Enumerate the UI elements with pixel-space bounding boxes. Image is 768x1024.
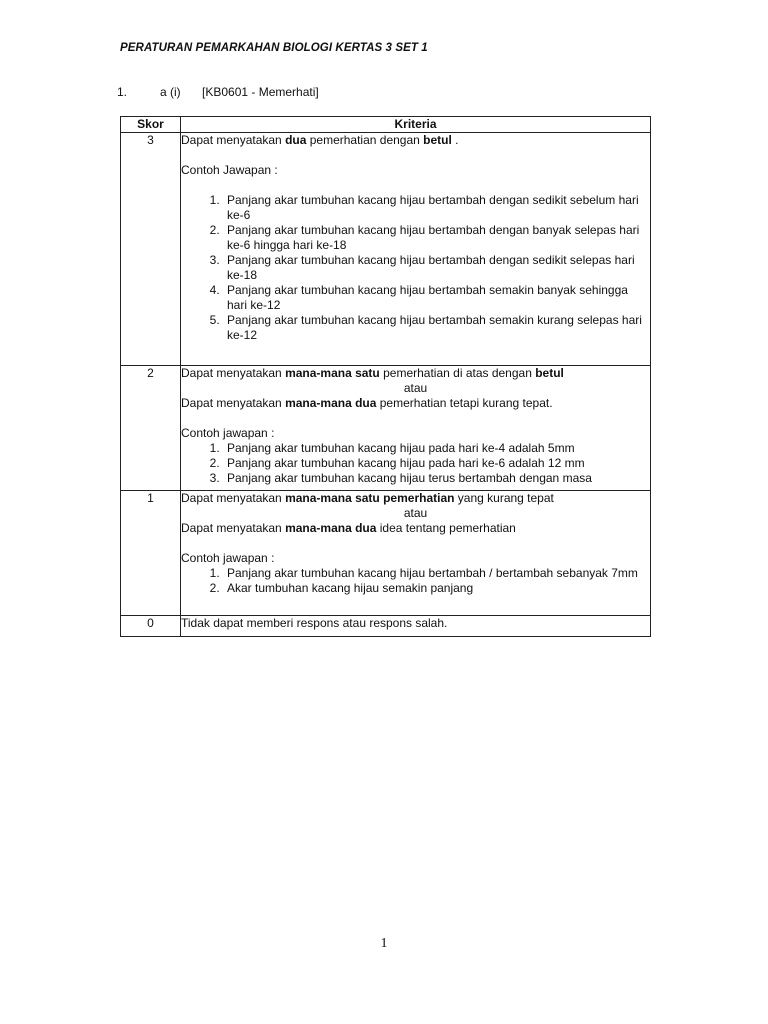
criteria-text: pemerhatian tetapi kurang tepat. xyxy=(376,396,553,410)
criteria-statement xyxy=(181,396,650,411)
example-answers-list xyxy=(181,566,650,596)
question-part: a (i) xyxy=(160,85,181,99)
criteria-emphasis: dua xyxy=(285,133,307,147)
criteria-emphasis: mana-mana dua xyxy=(285,396,377,410)
table-row xyxy=(121,491,651,616)
table-row xyxy=(121,366,651,491)
criteria-cell xyxy=(181,491,651,616)
examples-label: Contoh jawapan : xyxy=(181,551,275,565)
table-row xyxy=(121,133,651,366)
criteria-emphasis: mana-mana satu pemerhatian xyxy=(285,491,455,505)
criteria-text: pemerhatian dengan xyxy=(306,133,424,147)
criteria-text: yang kurang tepat xyxy=(454,491,554,505)
list-item: 2. Panjang akar tumbuhan kacang hijau bertambah dengan banyak selepas hari ke-6 hingga hari ke-18 xyxy=(223,223,650,253)
or-separator: atau xyxy=(403,381,428,395)
question-skill-code: [KB0601 - Memerhati] xyxy=(202,85,319,99)
criteria-text: . xyxy=(451,133,459,147)
criteria-statement xyxy=(181,366,650,381)
list-item: 3. Panjang akar tumbuhan kacang hijau terus bertambah dengan masa xyxy=(223,471,650,486)
score-cell: 2 xyxy=(121,366,181,491)
header-skor: Skor xyxy=(121,117,181,133)
list-item: 2. Akar tumbuhan kacang hijau semakin panjang xyxy=(223,581,650,596)
criteria-cell xyxy=(181,366,651,491)
criteria-statement xyxy=(181,491,650,506)
criteria-text: Dapat menyatakan xyxy=(181,521,286,535)
criteria-statement: Tidak dapat memberi respons atau respons salah. xyxy=(181,616,448,630)
criteria-cell xyxy=(181,616,651,637)
example-answers-list xyxy=(181,441,650,486)
criteria-text: pemerhatian di atas dengan xyxy=(379,366,536,380)
criteria-text: Dapat menyatakan xyxy=(181,366,286,380)
table-row xyxy=(121,616,651,637)
list-item: 2. Panjang akar tumbuhan kacang hijau pada hari ke-6 adalah 12 mm xyxy=(223,456,650,471)
example-answers-list xyxy=(181,193,650,343)
marking-scheme-table xyxy=(120,116,651,637)
criteria-text: idea tentang pemerhatian xyxy=(376,521,516,535)
table-header-row xyxy=(121,117,651,133)
criteria-text: Dapat menyatakan xyxy=(181,133,286,147)
list-item: 1. Panjang akar tumbuhan kacang hijau bertambah / bertambah sebanyak 7mm xyxy=(223,566,650,581)
document-title: PERATURAN PEMARKAHAN BIOLOGI KERTAS 3 SET 1 xyxy=(120,42,428,54)
examples-label: Contoh Jawapan : xyxy=(181,163,278,177)
page-number: 1 xyxy=(380,936,388,951)
list-item: 1. Panjang akar tumbuhan kacang hijau pada hari ke-4 adalah 5mm xyxy=(223,441,650,456)
list-item: 1. Panjang akar tumbuhan kacang hijau bertambah dengan sedikit sebelum hari ke-6 xyxy=(223,193,650,223)
or-separator: atau xyxy=(403,506,428,520)
score-cell: 0 xyxy=(121,616,181,637)
question-number: 1. xyxy=(117,85,128,99)
criteria-cell xyxy=(181,133,651,366)
criteria-emphasis: mana-mana dua xyxy=(285,521,377,535)
criteria-emphasis: betul xyxy=(423,133,452,147)
list-item: 5. Panjang akar tumbuhan kacang hijau bertambah semakin kurang selepas hari ke-12 xyxy=(223,313,650,343)
header-kriteria: Kriteria xyxy=(181,117,651,133)
list-item: 3. Panjang akar tumbuhan kacang hijau bertambah dengan sedikit selepas hari ke-18 xyxy=(223,253,650,283)
criteria-statement xyxy=(181,521,650,536)
criteria-emphasis: mana-mana satu xyxy=(285,366,380,380)
criteria-emphasis: betul xyxy=(535,366,564,380)
list-item: 4. Panjang akar tumbuhan kacang hijau bertambah semakin banyak sehingga hari ke-12 xyxy=(223,283,650,313)
score-cell: 1 xyxy=(121,491,181,616)
criteria-text: Dapat menyatakan xyxy=(181,491,286,505)
examples-label: Contoh jawapan : xyxy=(181,426,275,440)
criteria-statement xyxy=(181,133,650,148)
criteria-text: Dapat menyatakan xyxy=(181,396,286,410)
score-cell: 3 xyxy=(121,133,181,366)
